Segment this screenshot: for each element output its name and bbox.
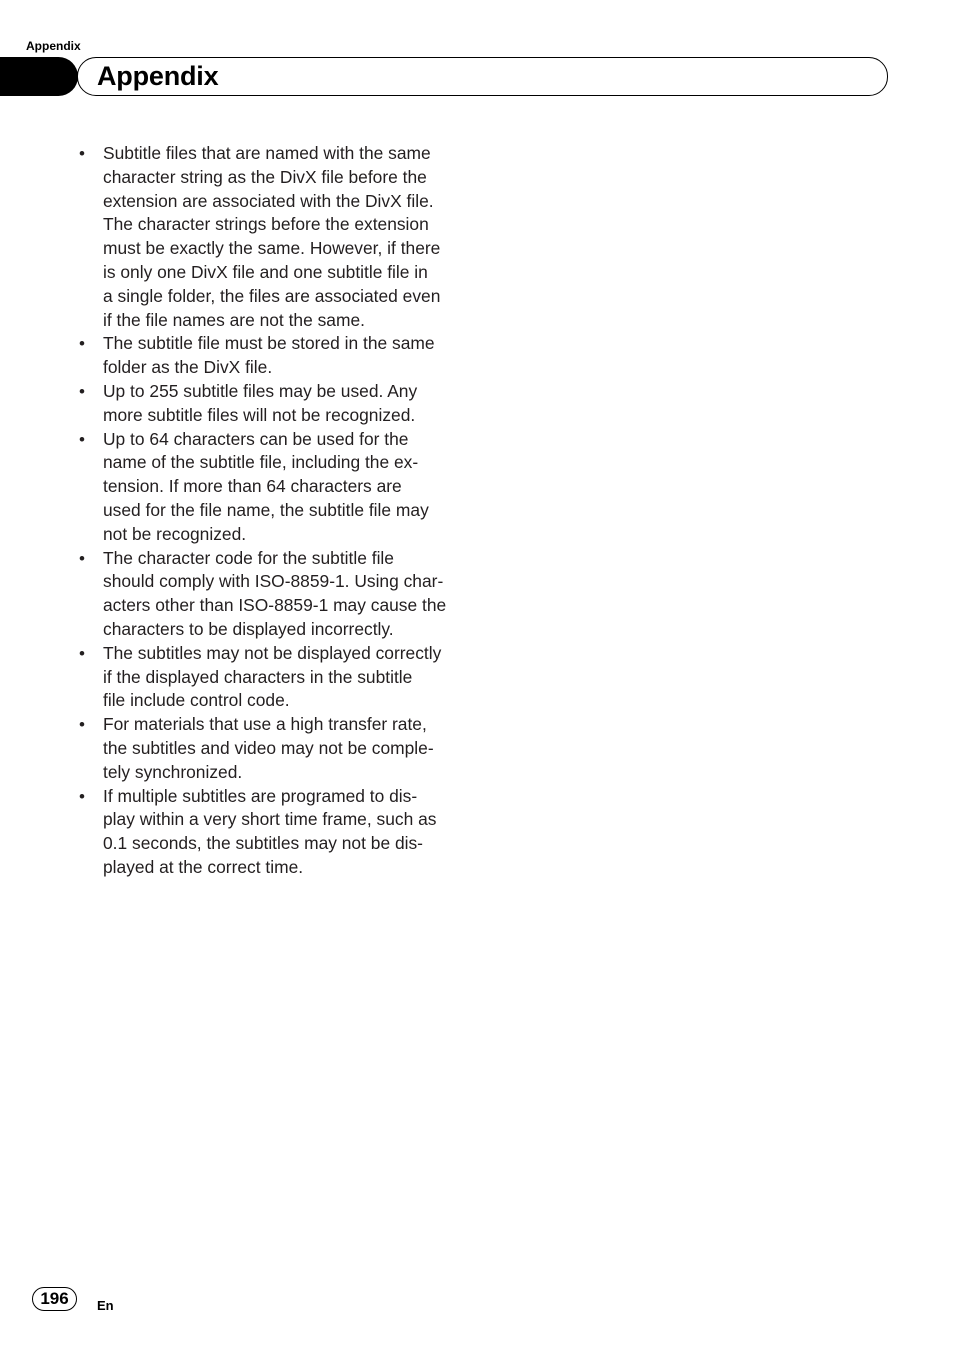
bullet-item: [77, 428, 469, 547]
bullet-text-line: should comply with ISO-8859-1. Using char-: [103, 571, 444, 592]
bullet-text-line: tension. If more than 64 characters are: [103, 476, 402, 497]
bullet-dot-icon: •: [79, 381, 85, 401]
language-code: En: [97, 1298, 114, 1313]
bullet-text-line: used for the file name, the subtitle file may: [103, 499, 429, 520]
bullet-dot-icon: •: [79, 548, 85, 568]
bullet-dot-icon: •: [79, 715, 85, 735]
section-tab-marker: [0, 57, 78, 96]
bullet-text-line: must be exactly the same. However, if there: [103, 238, 441, 259]
bullet-text-line: name of the subtitle file, including the ex-: [103, 452, 419, 473]
bullet-text-line: played at the correct time.: [103, 856, 304, 877]
bullet-dot-icon: •: [79, 429, 85, 449]
bullet-text-line: The character code for the subtitle file: [103, 547, 394, 568]
bullet-text-line: a single folder, the files are associated even: [103, 285, 441, 306]
bullet-dot-icon: •: [79, 144, 85, 163]
bullet-item: [77, 785, 469, 880]
bullet-text-line: Up to 64 characters can be used for the: [103, 428, 409, 449]
bullet-text-line: more subtitle files will not be recognized.: [103, 404, 416, 425]
bullet-item: [77, 642, 469, 713]
bullet-text-line: characters to be displayed incorrectly.: [103, 618, 394, 639]
bullet-text-line: extension are associated with the DivX file.: [103, 190, 434, 211]
bullet-item: [77, 332, 469, 380]
bullet-item: [77, 142, 469, 332]
section-title: Appendix: [97, 61, 219, 91]
bullet-item: [77, 380, 469, 428]
bullet-text-line: 0.1 seconds, the subtitles may not be dis-: [103, 833, 423, 854]
bullet-text-line: if the file names are not the same.: [103, 309, 365, 330]
bullet-text-line: play within a very short time frame, such as: [103, 809, 437, 830]
bullet-text-line: The character strings before the extension: [103, 214, 429, 235]
bullet-list: [77, 142, 469, 880]
bullet-text-line: acters other than ISO-8859-1 may cause the: [103, 595, 447, 616]
running-header: Appendix: [26, 39, 81, 53]
bullet-text-line: character string as the DivX file before the: [103, 166, 427, 187]
page-number: 196: [32, 1287, 77, 1311]
bullet-text-line: If multiple subtitles are programed to dis-: [103, 785, 418, 806]
bullet-text-line: is only one DivX file and one subtitle file in: [103, 261, 428, 282]
bullet-text-line: if the displayed characters in the subtitle: [103, 666, 413, 687]
bullet-dot-icon: •: [79, 643, 85, 663]
bullet-text-line: folder as the DivX file.: [103, 357, 273, 378]
bullet-text-line: file include control code.: [103, 690, 290, 711]
bullet-text-line: Up to 255 subtitle files may be used. Any: [103, 380, 418, 401]
bullet-item: [77, 547, 469, 642]
bullet-text-line: not be recognized.: [103, 523, 247, 544]
bullet-text-line: For materials that use a high transfer rate,: [103, 714, 427, 735]
bullet-text-line: the subtitles and video may not be comple-: [103, 737, 434, 758]
bullet-dot-icon: •: [79, 786, 85, 806]
bullet-text-line: Subtitle files that are named with the same: [103, 143, 431, 163]
bullet-text-line: The subtitle file must be stored in the same: [103, 333, 435, 354]
bullet-item: [77, 713, 469, 784]
bullet-dot-icon: •: [79, 334, 85, 354]
bullet-text-line: The subtitles may not be displayed correctly: [103, 642, 442, 663]
bullet-text-line: tely synchronized.: [103, 761, 243, 782]
